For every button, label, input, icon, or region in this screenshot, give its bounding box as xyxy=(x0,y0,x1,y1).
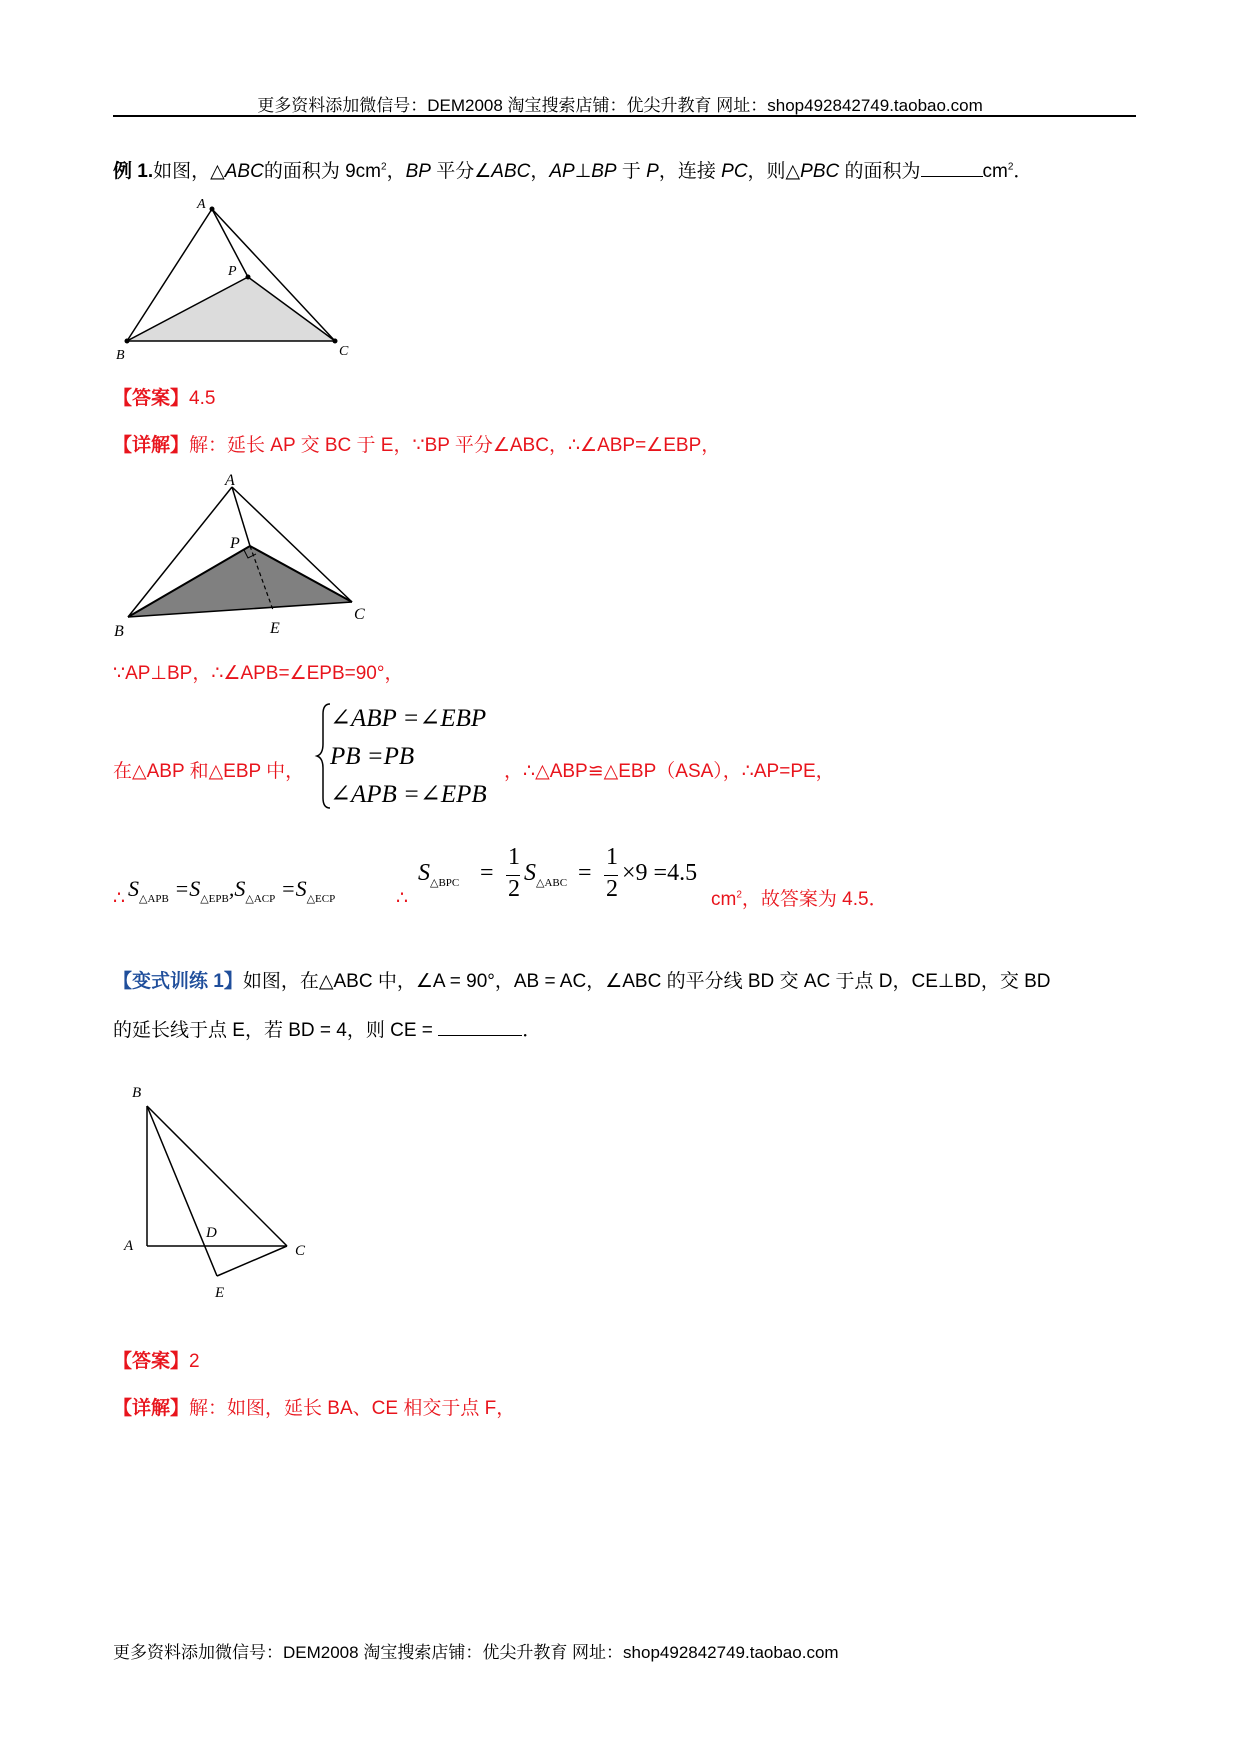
label-a: A xyxy=(124,1238,134,1254)
detail-line-3-post: ，∴△ABP≌△EBP（ASA），∴AP=PE， xyxy=(504,761,835,782)
page-header: 更多资料添加微信号：DEM2008 淘宝搜索店铺：优尖升教育 网址：shop492842749.taobao.com xyxy=(257,96,983,115)
system-line-1: ∠ABP =∠EBP xyxy=(330,705,487,732)
line4-post-text: ，故答案为 4.5． xyxy=(741,889,888,910)
q-text: 的面积为 xyxy=(839,161,921,182)
variant1-answer xyxy=(113,1346,200,1373)
q-var: AP⊥BP xyxy=(549,161,617,182)
q-text: 于 xyxy=(616,161,647,182)
equation-system xyxy=(330,700,487,814)
variant1-detail xyxy=(113,1393,515,1420)
detail-text: 解：如图，延长 BA、CE 相交于点 F， xyxy=(189,1398,516,1419)
label-c: C xyxy=(354,606,365,623)
q-unit: cm xyxy=(982,161,1008,182)
system-line-3: ∠APB =∠EPB xyxy=(330,781,487,808)
label-e: E xyxy=(270,620,280,637)
q-var: PC xyxy=(721,161,748,182)
area-equation-1: $S_{\triangle APB} =S_{\triangle EPB},S_{\triangle ACP} =S_{\triangle ECP}$ xyxy=(128,876,336,905)
answer-blank xyxy=(438,1019,522,1036)
superscript: 2 xyxy=(736,889,742,901)
label-b: B xyxy=(116,348,125,363)
label-a: A xyxy=(225,472,235,489)
detail-text: 解：延长 AP 交 BC 于 E，∵BP 平分∠ABC，∴∠ABP=∠EBP， xyxy=(189,435,721,456)
q-text: ，则△ xyxy=(747,161,801,182)
answer-value: 4.5 xyxy=(189,388,216,409)
variant1-end: ． xyxy=(522,1020,542,1041)
q-var: BP xyxy=(405,161,431,182)
label-b: B xyxy=(114,623,124,640)
point-p xyxy=(246,275,251,280)
variant1-question-line2 xyxy=(113,1015,541,1042)
q-text: ， xyxy=(386,161,406,182)
example1-answer xyxy=(113,383,215,410)
variant1-question-line1 xyxy=(113,966,1051,993)
point-a xyxy=(210,207,215,212)
label-e: E xyxy=(215,1285,225,1301)
label-c: C xyxy=(339,344,349,359)
q-var: P xyxy=(646,161,659,182)
variant1-label: 【变式训练 1】 xyxy=(113,971,243,992)
system-line-2: PB =PB xyxy=(330,743,415,770)
page-footer: 更多资料添加微信号：DEM2008 淘宝搜索店铺：优尖升教育 网址：shop492842749.taobao.com xyxy=(113,1643,839,1662)
superscript: 2 xyxy=(381,161,387,173)
figure-triangle-extended xyxy=(110,470,380,640)
q-text: 如图，△ xyxy=(153,161,225,182)
segment-be xyxy=(147,1106,217,1276)
segment-ec xyxy=(217,1246,287,1276)
figure-triangle-abc-shaded xyxy=(110,195,360,365)
example1-question xyxy=(113,156,1032,183)
label-p: P xyxy=(230,535,240,552)
detail-label: 【详解】 xyxy=(113,1398,190,1419)
unit-cm: cm xyxy=(711,889,737,910)
q-text: ，连接 xyxy=(658,161,722,182)
answer-label: 【答案】 xyxy=(113,388,190,409)
point-b xyxy=(125,339,130,344)
segment-bc xyxy=(147,1106,287,1246)
q-text: ． xyxy=(1013,161,1033,182)
variant1-text1: 如图，在△ABC 中，∠A = 90°，AB = AC，∠ABC 的平分线 BD 交 AC 于点 D，CE⊥BD，交 BD xyxy=(242,971,1051,992)
detail-line-4-prefix: ∴ xyxy=(113,888,126,909)
q-var: ABC xyxy=(224,161,264,182)
example1-label: 例 1. xyxy=(113,161,154,182)
superscript: 2 xyxy=(1007,161,1014,173)
label-b: B xyxy=(132,1085,142,1101)
point-c xyxy=(333,339,338,344)
detail-line-4-post xyxy=(711,884,888,911)
label-c: C xyxy=(295,1243,306,1259)
label-a: A xyxy=(197,197,206,212)
figure-right-triangle-abc xyxy=(110,1075,330,1305)
answer-value: 2 xyxy=(189,1351,200,1372)
q-text: ， xyxy=(530,161,550,182)
q-var: PBC xyxy=(800,161,840,182)
q-text: 的面积为 9cm xyxy=(263,161,382,182)
detail-line-3-pre: 在△ABP 和△EBP 中， xyxy=(113,761,305,782)
header-rule xyxy=(113,115,1136,117)
q-var: ABC xyxy=(491,161,531,182)
answer-label: 【答案】 xyxy=(113,1351,190,1372)
variant1-text2: 的延长线于点 E，若 BD = 4，则 CE = xyxy=(113,1020,433,1041)
detail-label: 【详解】 xyxy=(113,435,190,456)
example1-detail xyxy=(113,430,720,457)
q-text: 平分∠ xyxy=(430,161,492,182)
label-d: D xyxy=(206,1225,217,1241)
answer-blank xyxy=(921,160,983,177)
detail-line-4-mid: ∴ xyxy=(396,888,409,909)
shaded-triangle-bpc xyxy=(128,546,352,617)
detail-line-2: ∵AP⊥BP，∴∠APB=∠EPB=90°， xyxy=(113,663,404,684)
label-p: P xyxy=(228,264,237,279)
